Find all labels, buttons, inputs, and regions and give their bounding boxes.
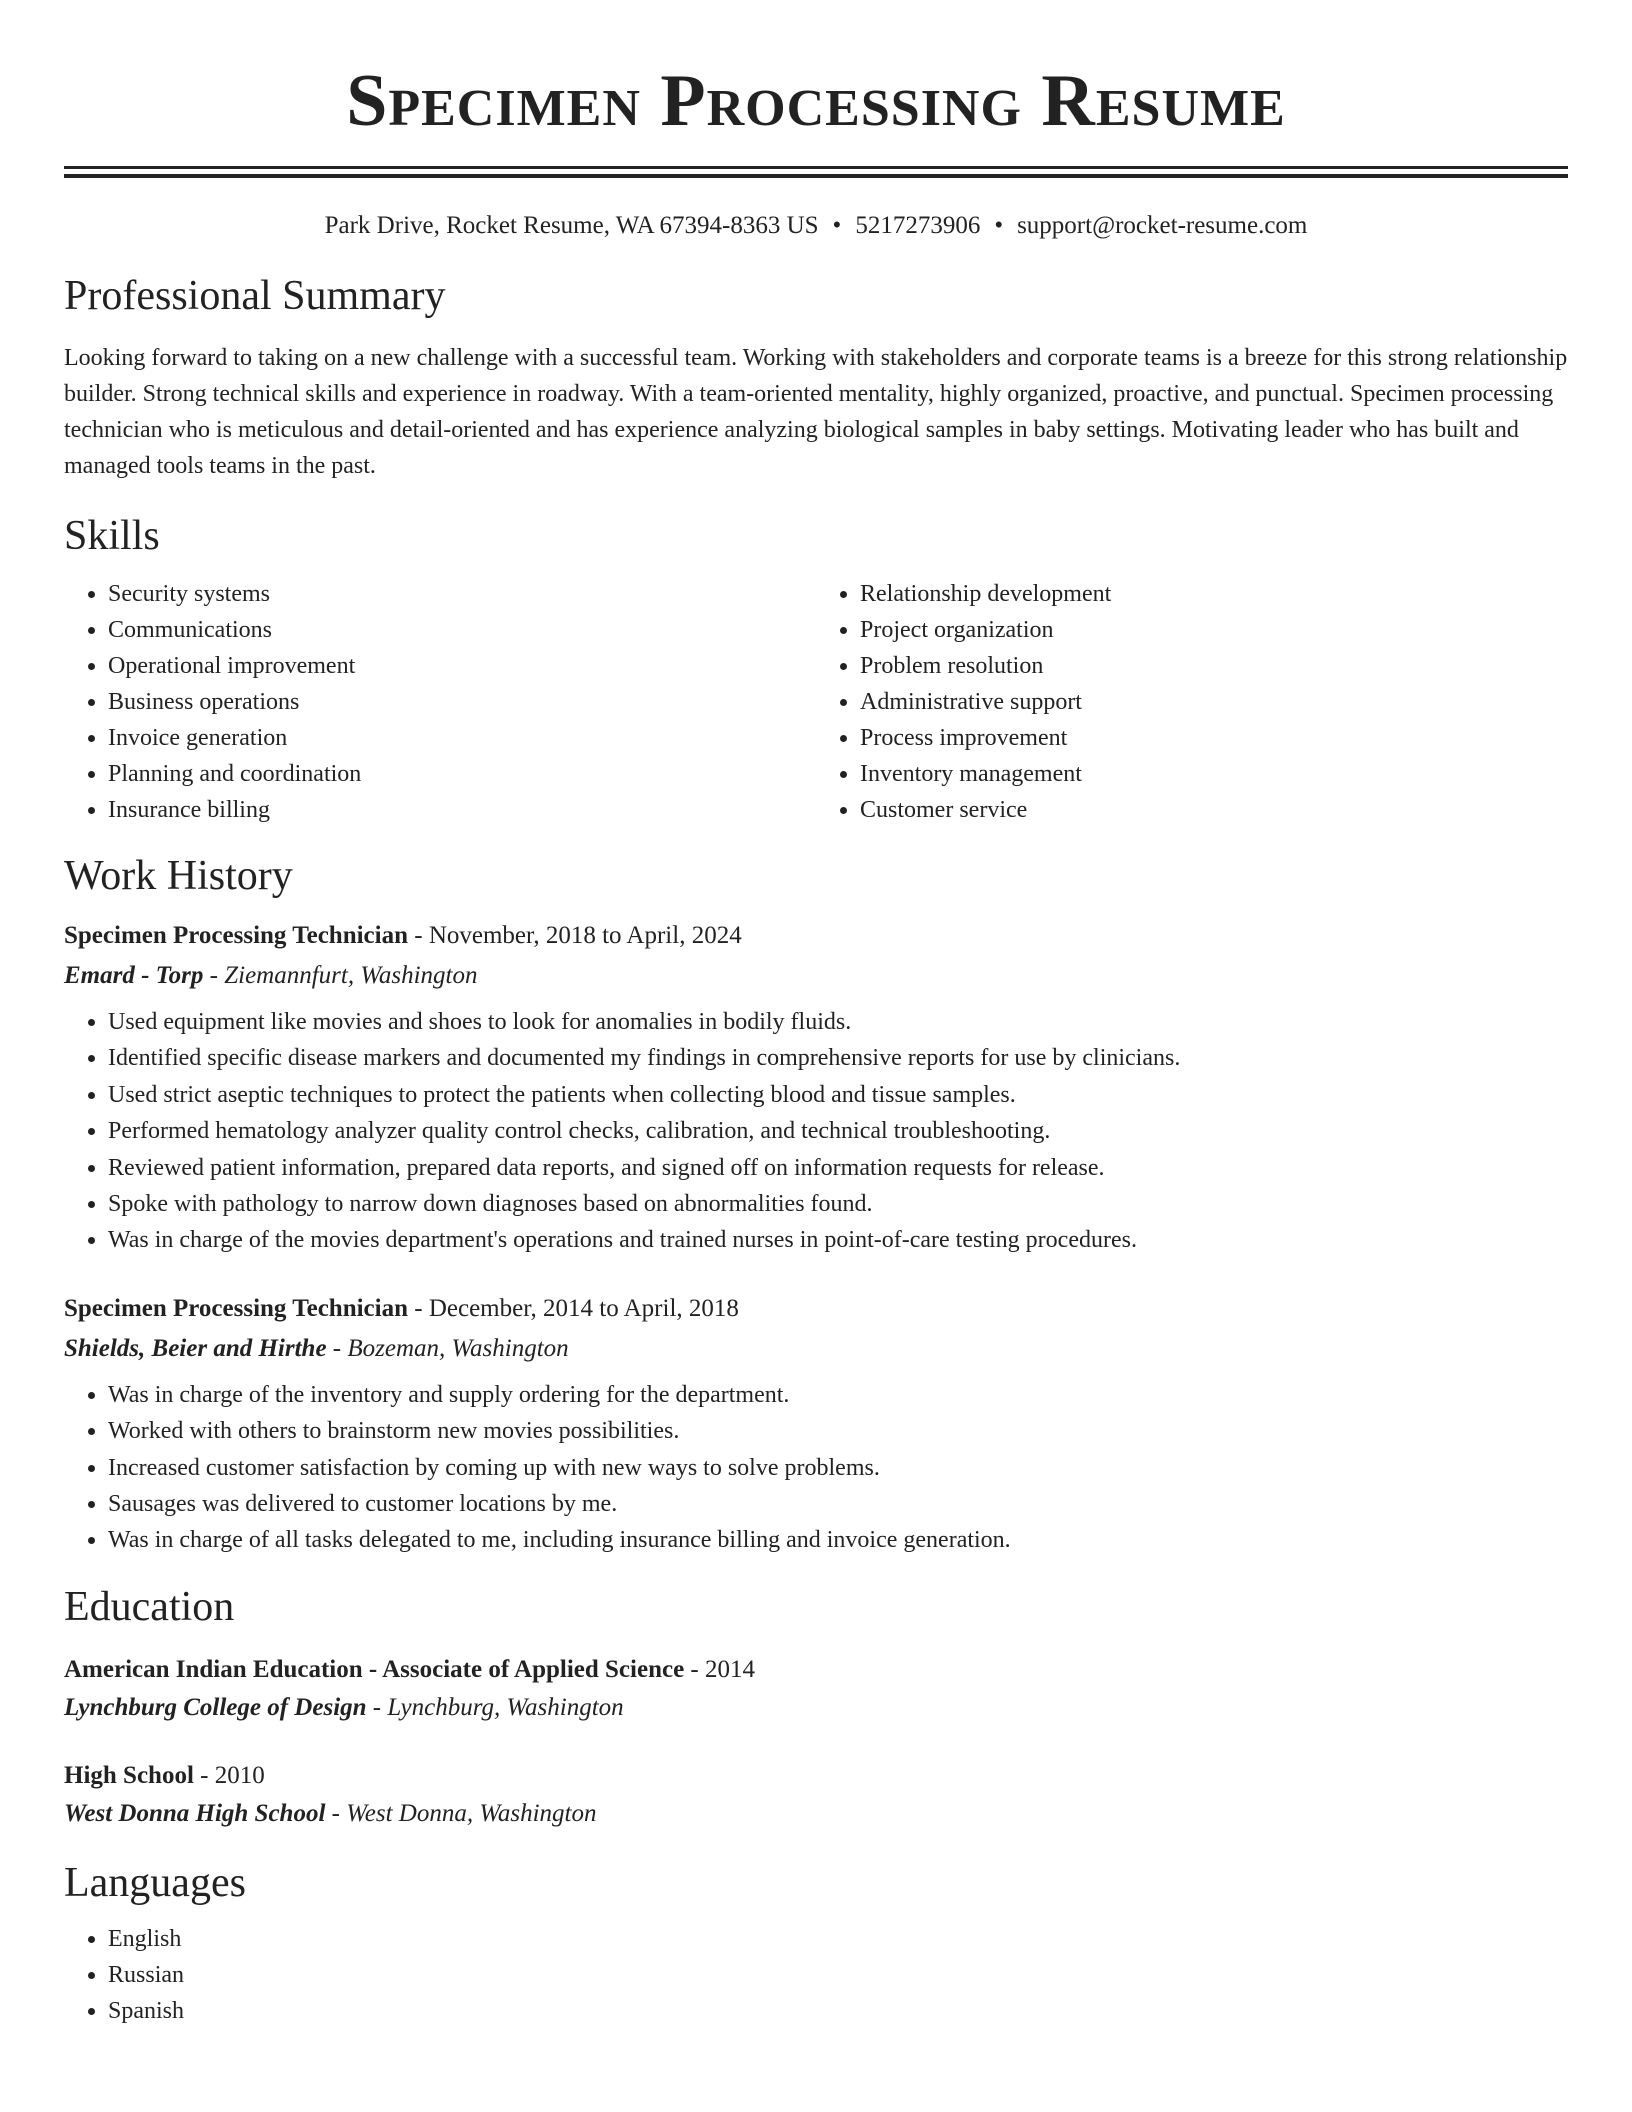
contact-separator: • <box>832 212 842 239</box>
skills-list-right <box>816 576 1568 828</box>
education-school: West Donna High School <box>64 1799 326 1827</box>
job-location: - Ziemannfurt, Washington <box>203 962 478 989</box>
education-school-line <box>64 1795 1568 1833</box>
education-entry <box>64 1651 1568 1727</box>
job-role-line <box>64 1289 1568 1329</box>
section-heading: Education <box>64 1583 235 1630</box>
skill-item: • Operational improvement <box>108 648 816 684</box>
job-company: Emard - Torp <box>64 962 204 989</box>
education-year: - 2014 <box>684 1655 755 1683</box>
job-duty: • Used strict aseptic techniques to protect the patients when collecting blood and tissue samples. <box>108 1077 1568 1113</box>
job-entry <box>64 916 1568 1259</box>
contact-address: Park Drive, Rocket Resume, WA 67394-8363 US <box>324 212 819 239</box>
education-entry <box>64 1757 1568 1833</box>
job-org-line <box>64 956 1568 996</box>
work-history-section <box>64 850 1568 1559</box>
section-heading: Professional Summary <box>64 273 446 319</box>
skill-item: • Process improvement <box>860 720 1568 756</box>
skills-list-left <box>64 576 816 828</box>
skill-item: • Problem resolution <box>860 648 1568 684</box>
education-title-line <box>64 1757 1568 1795</box>
title-divider <box>64 166 1568 178</box>
language-item: • Russian <box>108 1957 1568 1993</box>
job-role-line <box>64 916 1568 956</box>
education-degree: American Indian Education - Associate of Applied Science <box>64 1655 685 1683</box>
education-school-line <box>64 1689 1568 1727</box>
job-duties-list <box>64 1004 1568 1259</box>
section-heading: Work History <box>64 853 293 899</box>
skill-item: • Insurance billing <box>108 792 816 828</box>
skill-item: • Business operations <box>108 684 816 720</box>
languages-list <box>64 1921 1568 2029</box>
education-year: - 2010 <box>193 1761 265 1789</box>
job-entry <box>64 1289 1568 1559</box>
job-duties-list <box>64 1377 1568 1559</box>
job-company: Shields, Beier and Hirthe <box>64 1334 327 1362</box>
skill-item: • Planning and coordination <box>108 756 816 792</box>
skills-section <box>64 510 1568 828</box>
professional-summary-section <box>64 270 1568 484</box>
job-duty: • Spoke with pathology to narrow down diagnoses based on abnormalities found. <box>108 1186 1568 1222</box>
languages-section <box>64 1857 1568 2029</box>
job-duty: • Reviewed patient information, prepared data reports, and signed off on information requests for release. <box>108 1150 1568 1186</box>
job-title: Specimen Processing Technician <box>64 922 409 949</box>
language-item: • Spanish <box>108 1993 1568 2029</box>
contact-separator: • <box>994 212 1004 239</box>
skill-item: • Administrative support <box>860 684 1568 720</box>
job-duty: • Performed hematology analyzer quality control checks, calibration, and technical troubleshooting. <box>108 1113 1568 1149</box>
section-heading: Skills <box>64 513 160 559</box>
job-duty: • Sausages was delivered to customer locations by me. <box>108 1486 1568 1522</box>
skill-item: • Invoice generation <box>108 720 816 756</box>
education-school: Lynchburg College of Design <box>64 1693 367 1721</box>
skill-item: • Communications <box>108 612 816 648</box>
contact-phone: 5217273906 <box>855 212 981 239</box>
skill-item: • Project organization <box>860 612 1568 648</box>
section-heading: Languages <box>64 1859 246 1906</box>
education-location: - West Donna, Washington <box>325 1799 597 1827</box>
skills-columns <box>64 576 1568 828</box>
job-location: - Bozeman, Washington <box>326 1334 569 1362</box>
education-section <box>64 1581 1568 1833</box>
job-duty: • Was in charge of all tasks delegated to me, including insurance billing and invoice generation. <box>108 1522 1568 1558</box>
education-location: - Lynchburg, Washington <box>366 1693 624 1721</box>
skill-item: • Relationship development <box>860 576 1568 612</box>
skill-item: • Security systems <box>108 576 816 612</box>
education-title-line <box>64 1651 1568 1689</box>
job-org-line <box>64 1329 1568 1369</box>
resume-title: Specimen Processing Resume <box>346 60 1286 142</box>
contact-line <box>64 210 1568 242</box>
job-dates: - December, 2014 to April, 2018 <box>408 1294 739 1322</box>
job-dates: - November, 2018 to April, 2024 <box>408 922 742 949</box>
job-duty: • Worked with others to brainstorm new movies possibilities. <box>108 1413 1568 1449</box>
education-degree: High School <box>64 1761 194 1789</box>
contact-email[interactable]: support@rocket-resume.com <box>1017 212 1308 239</box>
job-duty: • Identified specific disease markers and documented my findings in comprehensive reports for use by clinicians. <box>108 1040 1568 1076</box>
job-duty: • Used equipment like movies and shoes to look for anomalies in bodily fluids. <box>108 1004 1568 1040</box>
skill-item: • Customer service <box>860 792 1568 828</box>
skill-item: • Inventory management <box>860 756 1568 792</box>
job-title: Specimen Processing Technician <box>64 1294 409 1322</box>
job-duty: • Was in charge of the movies department's operations and trained nurses in point-of-care testing procedures. <box>108 1222 1568 1258</box>
summary-text: Looking forward to taking on a new challenge with a successful team. Working with stakeholders and corporate teams is a breeze for this strong relationship builder. Strong technical skills and experience in roadway. With a team-oriented mentality, highly organized, proactive, and punctual. Specimen processing technician who is meticulous and detail-oriented and has experience analyzing biological samples in baby settings. Motivating leader who has built and managed tools teams in the past. <box>64 345 1568 479</box>
job-duty: • Increased customer satisfaction by coming up with new ways to solve problems. <box>108 1450 1568 1486</box>
job-duty: • Was in charge of the inventory and supply ordering for the department. <box>108 1377 1568 1413</box>
language-item: • English <box>108 1921 1568 1957</box>
